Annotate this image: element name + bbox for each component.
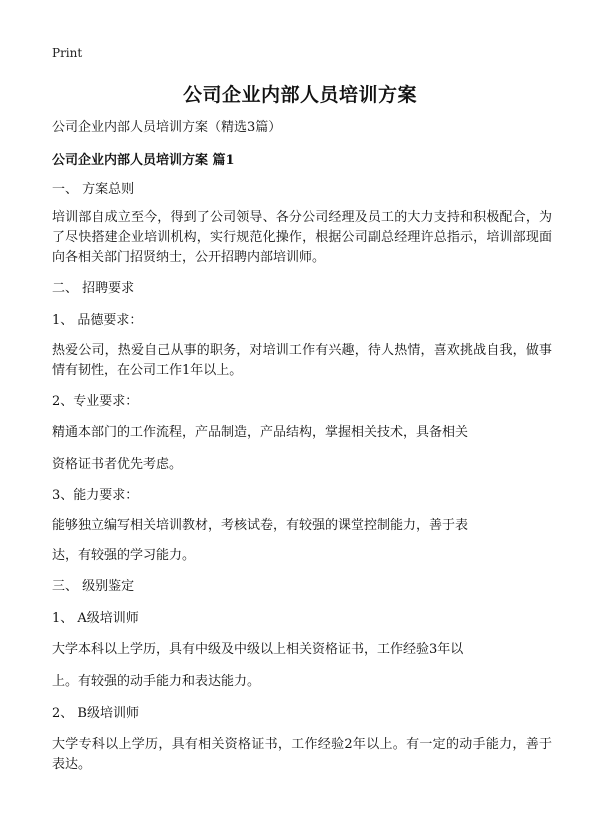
section-heading-general: 一、 方案总则 [52,182,135,197]
subsection-heading-professional: 2、专业要求： [52,394,139,409]
subsection-body-professional-line1: 精通本部门的工作流程，产品制造，产品结构，掌握相关技术，具备相关 [52,425,469,440]
subsection-body-ability-line1: 能够独立编写相关培训教材，考核试卷，有较强的课堂控制能力，善于表 [52,518,469,533]
subsection-heading-ability: 3、能力要求： [52,488,139,503]
section-heading-recruitment: 二、 招聘要求 [52,281,135,296]
page-title: 公司企业内部人员培训方案 [182,84,417,106]
section-heading-grading: 三、 级别鉴定 [52,579,135,594]
subsection-heading-morality: 1、 品德要求： [52,313,143,328]
article-heading: 公司企业内部人员培训方案 篇1 [52,153,235,168]
subsection-body-ability-line2: 达，有较强的学习能力。 [52,548,196,563]
print-link[interactable]: Print [52,46,83,60]
section-body-general: 培训部自成立至今，得到了公司领导、各分公司经理及员工的大力支持和积极配合，为了尽快搭建企业培训机构，实行规范化操作，根据公司副总经理许总指示，培训部现面向各相关部门招贤纳士，公开招聘内部培训师。 [52,210,552,265]
subsection-body-morality: 热爱公司，热爱自己从事的职务，对培训工作有兴趣，待人热情，喜欢挑战自我，做事情有韧性，在公司工作1年以上。 [52,343,552,378]
subsection-body-grade-a-line2: 上。有较强的动手能力和表达能力。 [52,674,261,689]
document-subtitle: 公司企业内部人员培训方案（精选3篇） [52,120,282,135]
subsection-heading-grade-a: 1、 A级培训师 [52,611,139,626]
subsection-heading-grade-b: 2、 B级培训师 [52,706,139,721]
subsection-body-grade-a-line1: 大学本科以上学历，具有中级及中级以上相关资格证书，工作经验3年以 [52,642,464,657]
subsection-body-grade-b: 大学专科以上学历，具有相关资格证书，工作经验2年以上。有一定的动手能力，善于表达。 [52,737,552,772]
subsection-body-professional-line2: 资格证书者优先考虑。 [52,457,183,472]
